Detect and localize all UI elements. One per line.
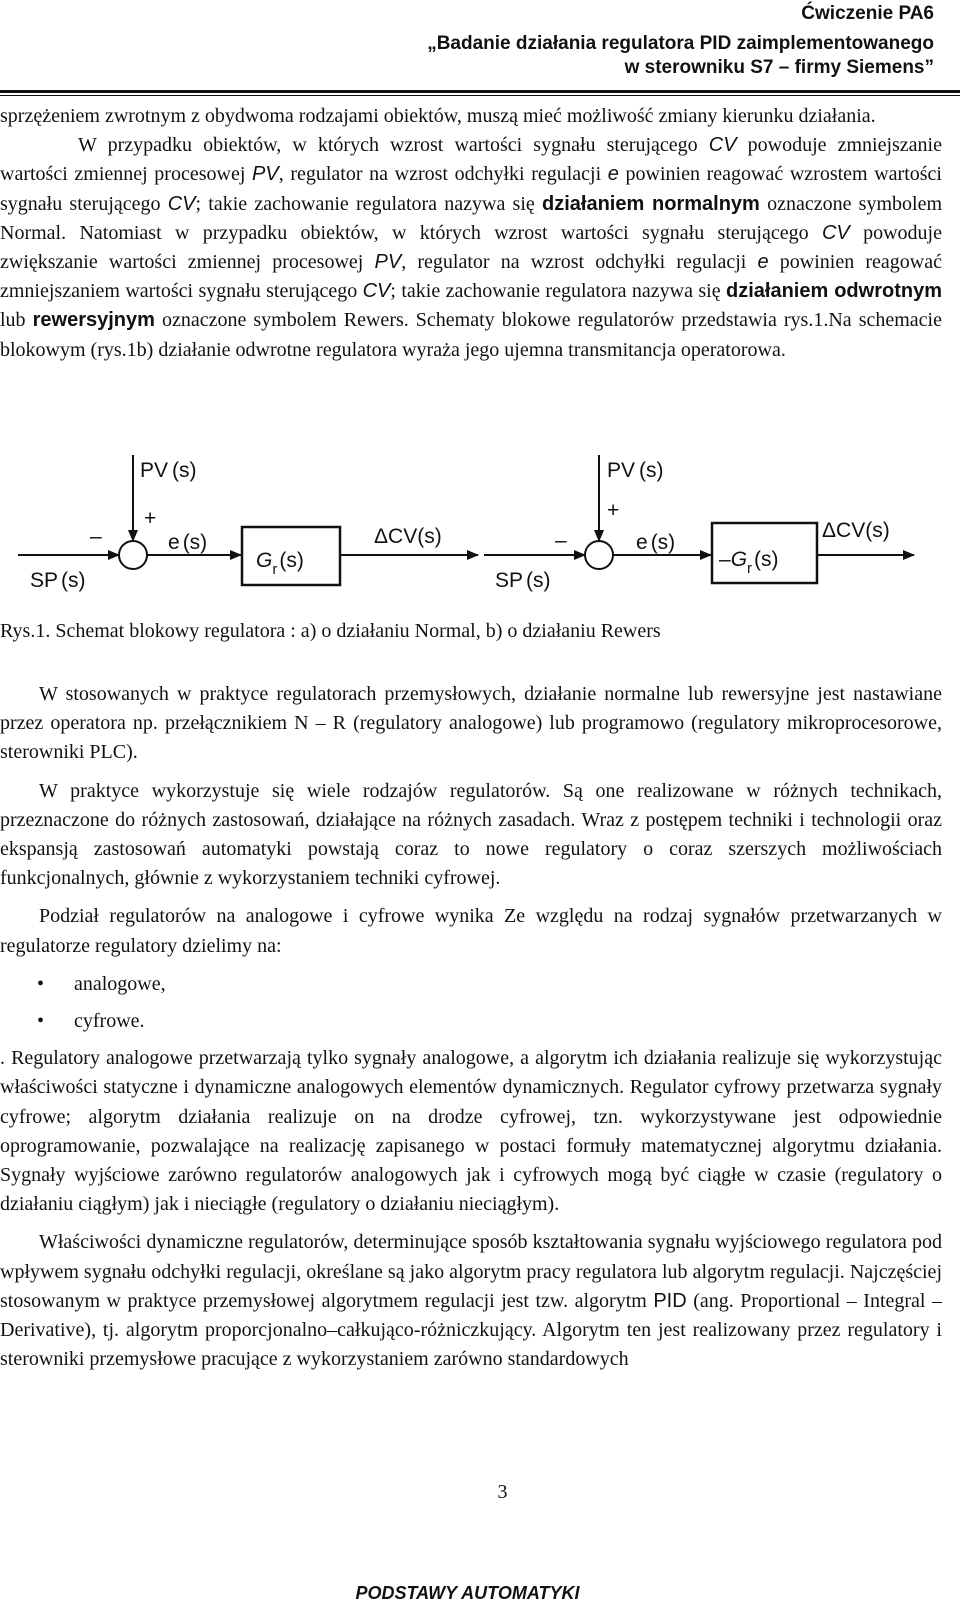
sp-label: SP (s) bbox=[30, 569, 86, 592]
paragraph-division: Podział regulatorów na analogowe i cyfrowe wynika Ze względu na rodzaj sygnałów przetwarzanych w regulatorze regulatory dzielimy na: bbox=[0, 905, 942, 957]
summing-junction bbox=[119, 541, 147, 569]
footer-title: PODSTAWY AUTOMATYKI bbox=[355, 1583, 580, 1603]
plus-sign: + bbox=[607, 499, 620, 522]
delta-cv-label: ΔCV(s) bbox=[374, 525, 442, 548]
paragraph-continued: sprzężeniem zwrotnym z obydwoma rodzajami obiektów, muszą mieć możliwość zmiany kierunku działania. bbox=[0, 105, 876, 127]
plus-sign: + bbox=[144, 507, 157, 530]
term-reverse-action-alt: rewersyjnym bbox=[32, 309, 155, 332]
controller-block-diagram bbox=[18, 455, 918, 605]
paragraph-industrial-controllers: W stosowanych w praktyce regulatorach przemysłowych, działanie normalne lub rewersyjne jest nastawiane przez operatora np. przełącznikiem N – R (regulatory analogowe) lub programowo (regulatory mikroprocesorowe, sterowniki PLC). bbox=[0, 683, 942, 764]
negative-transfer-function-label: $-G_r(s)$ bbox=[719, 548, 779, 577]
paragraph-controller-types: W praktyce wykorzystuje się wiele rodzajów regulatorów. Są one realizowane w różnych technikach, przeznaczone do różnych zastosowań, działające na różnych zasadach. Wraz z postępem techniki i technologii oraz ekspansją zastosowań automatyki powstają coraz to nowe regulatory o coraz szerszych możliwościach funkcjonalnych, głównie z wykorzystaniem techniki cyfrowej. bbox=[0, 779, 942, 890]
list-item: • analogowe, bbox=[0, 970, 942, 999]
error-label: e (s) bbox=[636, 531, 676, 554]
term-reverse-action: działaniem odwrotnym bbox=[726, 280, 942, 303]
intro-text bbox=[0, 102, 942, 365]
paragraph-action-direction: W przypadku obiektów, w których wzrost wartości sygnału sterującego CV powoduje zmniejszanie wartości zmiennej procesowej PV, regulator na wzrost odchyłki regulacji e powinien reagować wzrostem wartości sygnału sterującego CV; takie zachowanie regulatora nazywa się działaniem normalnym oznaczone symbolem Normal. Natomiast w przypadku obiektów, w których wzrost wartości sygnału sterującego CV powoduje zwiększanie wartości zmiennej procesowej PV, regulator na wzrost odchyłki regulacji e powinien reagować zmniejszaniem wartości sygnału sterującego CV; takie zachowanie regulatora nazywa się działaniem odwrotnym lub rewersyjnym oznaczone symbolem Rewers. Schematy blokowe regulatorów przedstawia rys.1.Na schemacie blokowym (rys.1b) działanie odwrotne regulatora wyraża jego ujemna transmitancja operatorowa. bbox=[0, 134, 942, 361]
list-item: • cyfrowe. bbox=[0, 1007, 942, 1036]
delta-cv-label: ΔCV(s) bbox=[822, 519, 890, 542]
figure-caption: Rys.1. Schemat blokowy regulatora : a) o działaniu Normal, b) o działaniu Rewers bbox=[0, 620, 661, 642]
header-rule-thick bbox=[0, 90, 960, 93]
term-normal-action: działaniem normalnym bbox=[542, 192, 760, 215]
transfer-function-label: $G_r(s)$ bbox=[256, 549, 304, 578]
error-label: e (s) bbox=[168, 531, 208, 554]
pv-label: PV (s) bbox=[140, 459, 197, 482]
header-rule-thin bbox=[0, 95, 960, 96]
pv-label: PV (s) bbox=[607, 459, 664, 482]
paragraph-analog-digital: . Regulatory analogowe przetwarzają tylko sygnały analogowe, a algorytm ich działania realizuje się wykorzystując właściwości statyczne i dynamiczne analogowych elementów dynamicznych. Regulator cyfrowy przetwarza sygnały cyfrowe; algorytm działania realizuje on na drodze cyfrowej, tzn. wykorzystywane jest odpowiednie oprogramowanie, pozwalające na realizację zapisanego w postaci formuły matematycznej algorytmu działania. Sygnały wyjściowe zarówno regulatorów analogowych jak i cyfrowych mogą być ciągłe w czasie (regulatory o działaniu ciągłym) jak i nieciągłe (regulatory o działaniu nieciągłym). bbox=[0, 1047, 942, 1216]
summing-junction bbox=[585, 541, 613, 569]
diagram-reverse-action bbox=[484, 455, 914, 592]
diagram-normal-action bbox=[18, 455, 478, 592]
main-text bbox=[0, 680, 942, 1374]
page-number: 3 bbox=[497, 1481, 508, 1503]
paragraph-pid-algorithm: Właściwości dynamiczne regulatorów, determinujące sposób kształtowania sygnału wyjściowego regulatora pod wpływem sygnału odchyłki regulacji, określane są jako algorytm pracy regulatora lub algorytm regulacji. Najczęściej stosowanym w praktyce przemysłowej algorytmem regulacji jest tzw. algorytm PID (ang. Proportional – Integral – Derivative), tj. algorytm proporcjonalno–całkująco-różniczkujący. Algorytm ten jest realizowany przez regulatory i sterowniki przemysłowe pracujące z wykorzystaniem zarówno standardowych bbox=[0, 1231, 943, 1371]
minus-sign: – bbox=[555, 529, 567, 552]
sp-label: SP (s) bbox=[495, 569, 551, 592]
term-pid: PID bbox=[653, 1289, 687, 1312]
exercise-title: Ćwiczenie PA6 bbox=[801, 3, 934, 24]
exercise-subtitle-line2: w sterowniku S7 – firmy Siemens” bbox=[624, 57, 934, 78]
minus-sign: – bbox=[90, 525, 102, 548]
exercise-subtitle-line1: „Badanie działania regulatora PID zaimplementowanego bbox=[427, 33, 934, 54]
